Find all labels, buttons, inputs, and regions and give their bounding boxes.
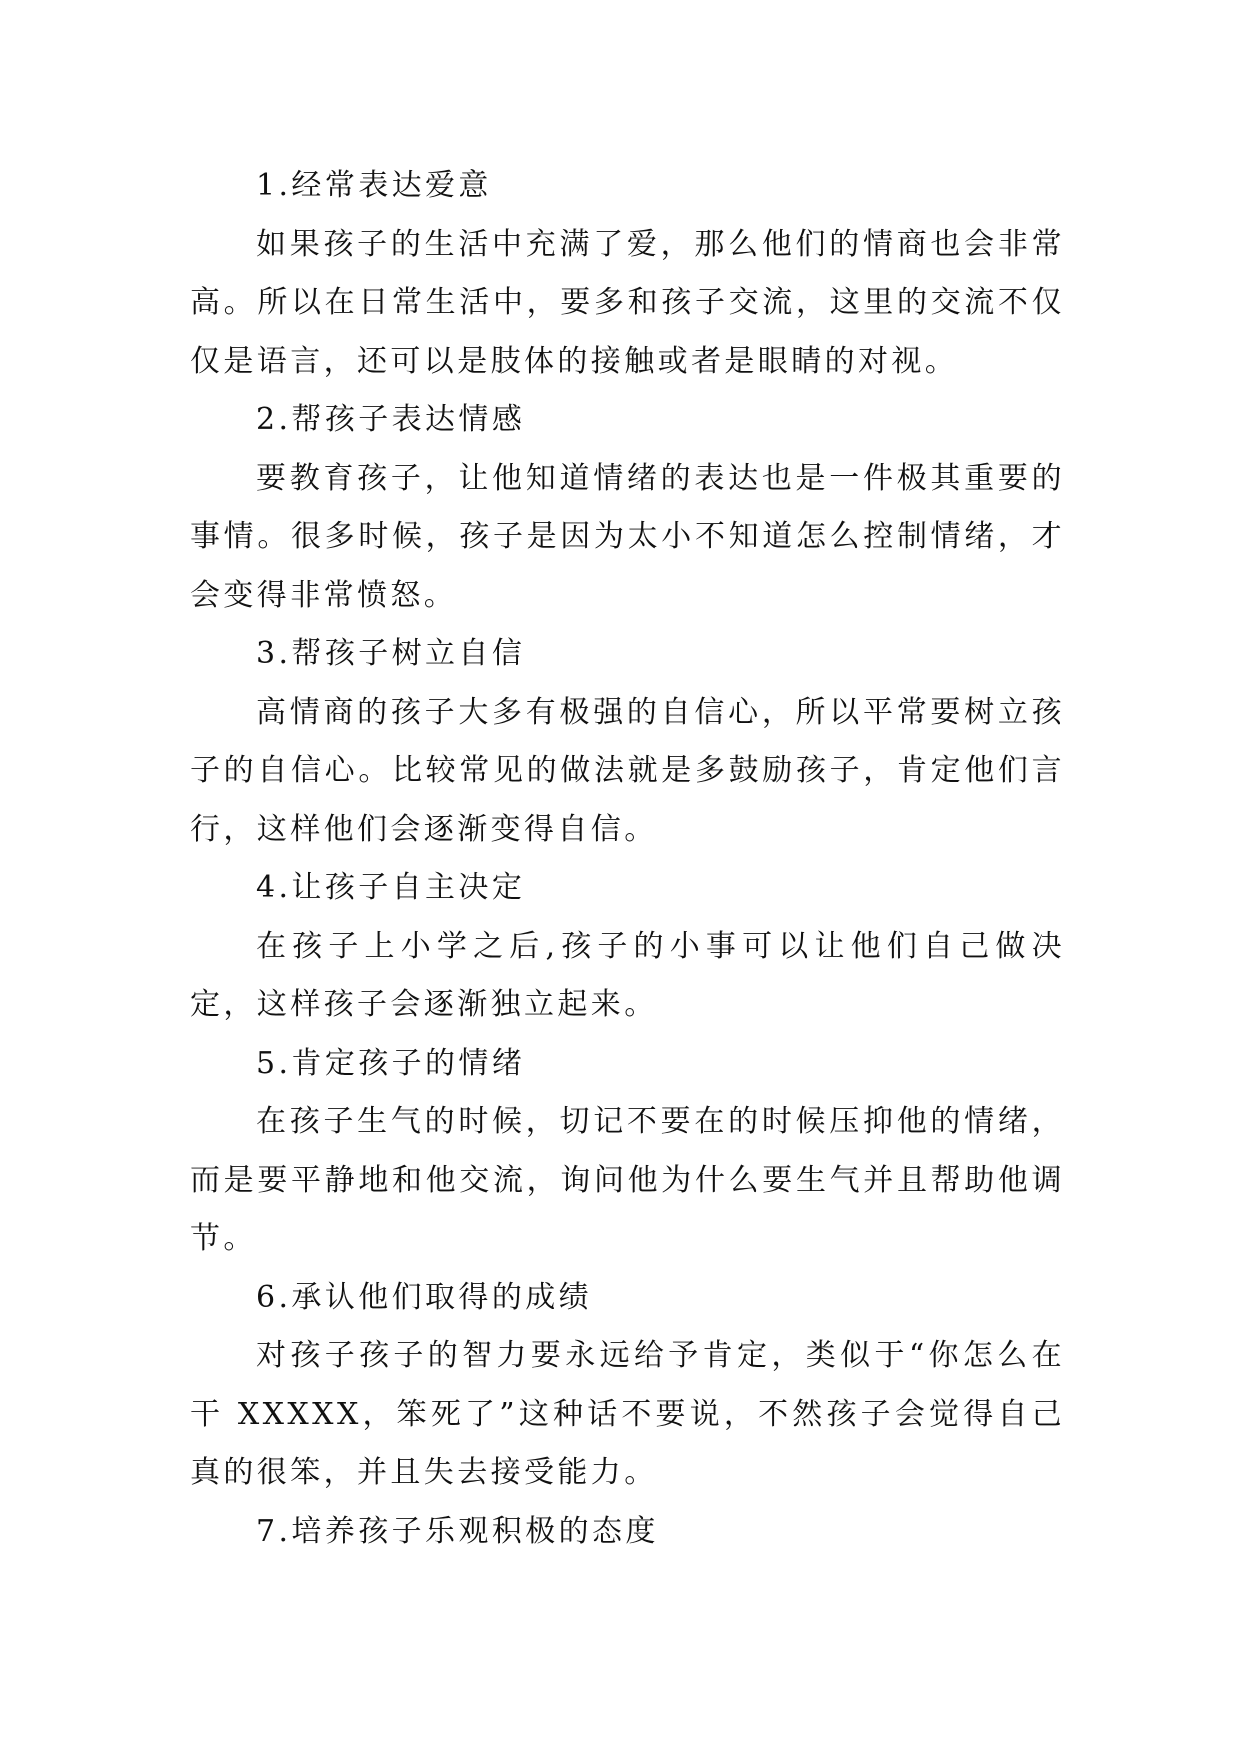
section-paragraph-3: 高情商的孩子大多有极强的自信心，所以平常要树立孩子的自信心。比较常见的做法就是多鼓励孩子，肯定他们言行，这样他们会逐渐变得自信。 [190,694,1065,847]
section-paragraph-6: 对孩子孩子的智力要永远给予肯定，类似于“你怎么在干 XXXXX，笨死了”这种话不要说，不然孩子会觉得自己真的很笨，并且失去接受能力。 [190,1338,1065,1490]
section-heading-2: 2.帮孩子表达情感 [256,402,526,437]
section-heading-7: 7.培养孩子乐观积极的态度 [256,1513,659,1549]
section-heading-6: 6.承认他们取得的成绩 [256,1279,593,1315]
document-body [190,157,1065,1561]
section-heading-4: 4.让孩子自主决定 [256,870,526,905]
section-paragraph-5: 在孩子生气的时候，切记不要在的时候压抑他的情绪，而是要平静地和他交流，询问他为什么要生气并且帮助他调节。 [190,1104,1065,1256]
section-heading-5: 5.肯定孩子的情绪 [256,1045,526,1081]
section-heading-3: 3.帮孩子树立自信 [256,636,526,671]
section-paragraph-4: 在孩子上小学之后,孩子的小事可以让他们自己做决定，这样孩子会逐渐独立起来。 [190,928,1065,1022]
section-heading-1: 1.经常表达爱意 [256,168,492,203]
section-paragraph-2: 要教育孩子，让他知道情绪的表达也是一件极其重要的事情。很多时候，孩子是因为太小不知道怎么控制情绪，才会变得非常愤怒。 [190,460,1065,613]
section-paragraph-1: 如果孩子的生活中充满了爱，那么他们的情商也会非常高。所以在日常生活中，要多和孩子交流，这里的交流不仅仅是语言，还可以是肢体的接触或者是眼睛的对视。 [190,226,1065,379]
